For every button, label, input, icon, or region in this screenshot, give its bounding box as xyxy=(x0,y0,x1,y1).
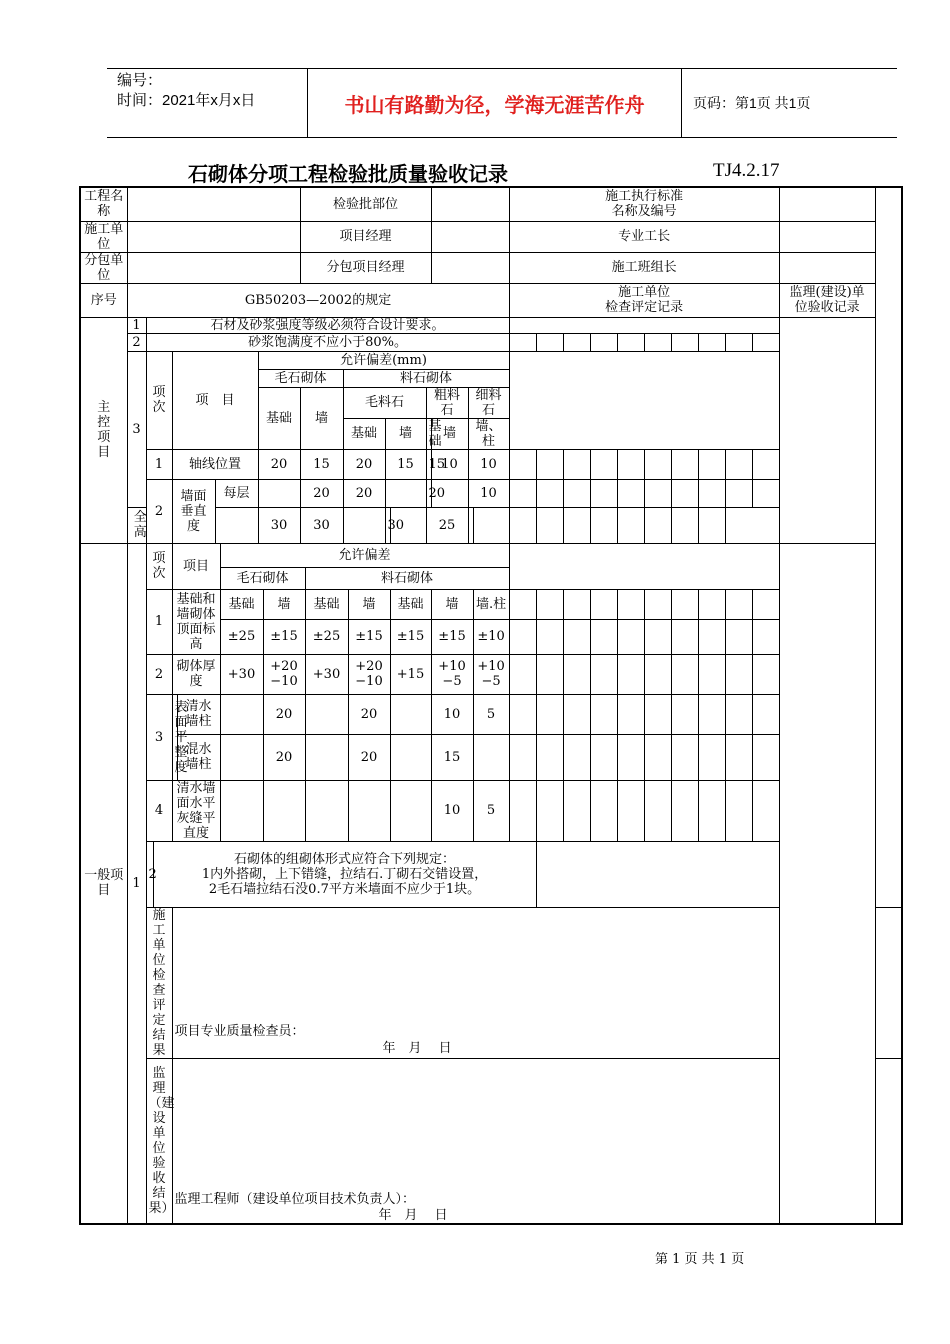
check-cell[interactable] xyxy=(536,841,875,907)
tolerance-value xyxy=(305,780,348,841)
inspection-form xyxy=(79,186,903,1225)
foreman-value[interactable] xyxy=(779,221,875,252)
label-standard: 施工执行标准 名称及编号 xyxy=(509,187,779,221)
sub-row-name: 混水墙柱 xyxy=(177,734,220,780)
supervisor-date: 年 月 日 xyxy=(378,1207,448,1223)
tolerance-value: 25 xyxy=(426,507,468,543)
tolerance-value: ±25 xyxy=(220,619,263,654)
check-cell[interactable] xyxy=(590,589,617,619)
item-no: 1 xyxy=(127,317,146,333)
check-cell[interactable] xyxy=(725,589,752,619)
tolerance-value: 10 xyxy=(468,449,509,479)
project-manager-value[interactable] xyxy=(431,221,509,252)
tolerance-value xyxy=(385,479,426,507)
tolerance-value: 15 xyxy=(385,449,426,479)
check-cell[interactable] xyxy=(617,694,644,734)
check-cell[interactable] xyxy=(563,619,590,654)
check-cell[interactable] xyxy=(671,734,698,780)
tolerance-value: ±15 xyxy=(348,619,390,654)
header-cell: 基础 xyxy=(390,589,431,619)
check-cell[interactable] xyxy=(473,507,509,543)
tolerance-value xyxy=(305,694,348,734)
check-cell[interactable] xyxy=(644,654,671,694)
check-cell[interactable] xyxy=(752,619,779,654)
row-name: 基础和墙砌体顶面标高 xyxy=(172,589,220,654)
row-no: 1 xyxy=(146,449,172,479)
row-name: 轴线位置 xyxy=(172,449,258,479)
col-item-no: 项 次 xyxy=(146,543,172,589)
item-text: 石材及砂浆强度等级必须符合设计要求。 xyxy=(146,317,509,333)
sub-manager-value[interactable] xyxy=(431,252,509,283)
check-cell[interactable] xyxy=(509,780,536,841)
tolerance-value: 5 xyxy=(473,694,509,734)
tolerance-value xyxy=(258,479,300,507)
check-cell[interactable] xyxy=(509,589,536,619)
tolerance-header: 允许偏差 xyxy=(220,543,509,567)
sub-row-name: 清水墙柱 xyxy=(177,694,220,734)
label-inspection-part: 检验批部位 xyxy=(300,187,431,221)
check-cell[interactable] xyxy=(644,333,671,351)
item-no: 2 xyxy=(127,333,146,351)
header-cell: 基础 xyxy=(220,589,263,619)
col-supervisor-record: 监理(建设)单 位验收记录 xyxy=(779,283,875,317)
col-item: 项 目 xyxy=(172,351,258,449)
supervisor-result-cell[interactable] xyxy=(172,1058,902,1224)
tolerance-value: +20 −10 xyxy=(263,654,305,694)
check-cell[interactable] xyxy=(509,734,536,780)
check-cell[interactable] xyxy=(536,780,563,841)
col-seq: 序号 xyxy=(80,283,127,317)
check-cell[interactable] xyxy=(590,333,617,351)
tolerance-value: ±25 xyxy=(305,619,348,654)
check-cell[interactable] xyxy=(644,479,671,507)
general-label: 一般项 目 xyxy=(80,543,127,1224)
check-cell[interactable] xyxy=(698,654,725,694)
check-cell[interactable] xyxy=(698,619,725,654)
check-cell[interactable] xyxy=(536,449,563,479)
check-cell[interactable] xyxy=(509,333,536,351)
h-rough-rubble: 毛料石 xyxy=(343,387,426,418)
check-cell[interactable] xyxy=(617,589,644,619)
tolerance-value: +10 −5 xyxy=(473,654,509,694)
check-cell[interactable] xyxy=(725,619,752,654)
contractor-result-cell[interactable] xyxy=(172,907,902,1058)
check-cell[interactable] xyxy=(671,694,698,734)
check-cell[interactable] xyxy=(698,449,725,479)
tolerance-value: ±15 xyxy=(431,619,473,654)
row-name: 清水墙面水平灰缝平直度 xyxy=(172,780,220,841)
h-coarse: 粗料石 xyxy=(426,387,468,418)
check-cell[interactable] xyxy=(617,734,644,780)
check-cell[interactable] xyxy=(644,780,671,841)
check-cell[interactable] xyxy=(509,507,536,543)
tolerance-value: 20 xyxy=(258,449,300,479)
team-leader-value[interactable] xyxy=(779,252,875,283)
item-no: 2 xyxy=(146,841,153,907)
form-code: TJ4.2.17 xyxy=(713,160,780,181)
label-subcontractor: 分包单位 xyxy=(80,252,127,283)
check-cell[interactable] xyxy=(671,333,698,351)
check-cell[interactable] xyxy=(752,734,779,780)
doc-number-label: 编号： xyxy=(117,72,163,89)
check-cell[interactable] xyxy=(563,654,590,694)
ashlar-header: 料石砌体 xyxy=(305,567,509,589)
tolerance-value: ±10 xyxy=(473,619,509,654)
check-cell[interactable] xyxy=(536,694,563,734)
check-cell[interactable] xyxy=(563,333,590,351)
check-cell[interactable] xyxy=(563,780,590,841)
label-sub-manager: 分包项目经理 xyxy=(300,252,431,283)
check-cell[interactable] xyxy=(671,479,698,507)
h-foundation: 基础 xyxy=(426,418,431,449)
header-cell: 基础 xyxy=(305,589,348,619)
supervisor-result-label: 监理（建设单位验 收结果） xyxy=(146,1058,172,1224)
label-foreman: 专业工长 xyxy=(509,221,779,252)
header-cell: 墙 xyxy=(263,589,305,619)
check-cell[interactable] xyxy=(644,507,671,543)
page-header xyxy=(107,68,897,138)
tolerance-value: 5 xyxy=(473,780,509,841)
supervisor-sign-label: 监理工程师（建设单位项目技术负责人）： xyxy=(174,1191,416,1207)
contractor-sign-label: 项目专业质量检查员： xyxy=(174,1023,305,1039)
tolerance-value xyxy=(220,780,263,841)
check-cell[interactable] xyxy=(509,654,536,694)
tolerance-value: 20 xyxy=(343,449,385,479)
row-name: 砌体厚度 xyxy=(172,654,220,694)
group-no: 1 xyxy=(127,543,146,1224)
check-cell[interactable] xyxy=(617,780,644,841)
tolerance-value: 10 xyxy=(431,780,473,841)
motto: 书山有路勤为径，学海无涯苦作舟 xyxy=(344,93,645,117)
check-cell[interactable] xyxy=(563,507,590,543)
tolerance-value: 30 xyxy=(300,507,343,543)
check-cell[interactable] xyxy=(509,317,779,333)
label-team-leader: 施工班组长 xyxy=(509,252,779,283)
subcontractor-value[interactable] xyxy=(127,252,300,283)
item-text: 砂浆饱满度不应小于80%。 xyxy=(146,333,509,351)
check-cell[interactable] xyxy=(644,694,671,734)
h-fine: 细料石 xyxy=(468,387,509,418)
label-project-name: 工程名称 xyxy=(80,187,127,221)
label-project-manager: 项目经理 xyxy=(300,221,431,252)
check-cell[interactable] xyxy=(590,507,617,543)
tolerance-value: 10 xyxy=(468,479,509,507)
label-contractor: 施工单位 xyxy=(80,221,127,252)
check-cell[interactable] xyxy=(752,694,779,734)
check-cell[interactable] xyxy=(617,479,644,507)
tolerance-value xyxy=(220,734,263,780)
sub-row-name: 每层 xyxy=(215,479,258,507)
tolerance-value: +30 xyxy=(220,654,263,694)
tolerance-value: 10 xyxy=(431,449,468,479)
check-cell[interactable] xyxy=(725,479,752,507)
check-cell[interactable] xyxy=(509,479,536,507)
check-cell[interactable] xyxy=(590,694,617,734)
tolerance-value xyxy=(220,694,263,734)
check-cell[interactable] xyxy=(698,333,725,351)
contractor-date: 年 月 日 xyxy=(382,1040,452,1056)
form-title: 石砌体分项工程检验批质量验收记录 xyxy=(188,162,508,186)
check-cell[interactable] xyxy=(671,589,698,619)
tolerance-value: +30 xyxy=(305,654,348,694)
tolerance-value: +15 xyxy=(390,654,431,694)
h-wall: 墙 xyxy=(300,387,343,449)
check-cell[interactable] xyxy=(590,654,617,694)
col-spec: GB50203—2002的规定 xyxy=(127,283,509,317)
tolerance-value: 20 xyxy=(263,694,305,734)
check-cell[interactable] xyxy=(698,734,725,780)
tolerance-value: 30 xyxy=(258,507,300,543)
check-cell[interactable] xyxy=(698,507,725,543)
row-no: 1 xyxy=(146,589,172,654)
check-cell[interactable] xyxy=(509,619,536,654)
check-cell[interactable] xyxy=(590,449,617,479)
tolerance-value xyxy=(263,780,305,841)
check-cell[interactable] xyxy=(725,734,752,780)
tolerance-value xyxy=(348,780,390,841)
tolerance-value: 20 xyxy=(263,734,305,780)
h-wall: 墙 xyxy=(431,418,468,449)
page-info: 页码：第1页 共1页 xyxy=(693,95,811,111)
check-cell[interactable] xyxy=(536,589,563,619)
check-cell[interactable] xyxy=(644,734,671,780)
tolerance-value: 20 xyxy=(426,479,431,507)
ashlar-header: 料石砌体 xyxy=(343,369,509,387)
row-name: 表面平整度 xyxy=(172,694,177,780)
item-no: 3 xyxy=(127,351,146,507)
check-cell[interactable] xyxy=(671,780,698,841)
tolerance-value xyxy=(215,507,258,543)
check-cell[interactable] xyxy=(644,449,671,479)
page-footer: 第 1 页 共 1 页 xyxy=(655,1252,745,1267)
sub-row-name: 全高 xyxy=(127,507,153,543)
col-contractor-record: 施工单位 检查评定记录 xyxy=(509,283,779,317)
tolerance-value xyxy=(390,694,431,734)
check-cell[interactable] xyxy=(725,780,752,841)
row-no: 2 xyxy=(146,479,172,543)
project-name-value[interactable] xyxy=(127,187,300,221)
divider xyxy=(681,69,682,137)
h-wall-col: 墙、柱 xyxy=(468,418,509,449)
check-cell[interactable] xyxy=(536,507,563,543)
check-cell[interactable] xyxy=(536,734,563,780)
check-cell[interactable] xyxy=(563,479,590,507)
check-cell[interactable] xyxy=(617,507,644,543)
tolerance-value xyxy=(343,507,385,543)
tolerance-value: 15 xyxy=(426,449,431,479)
check-cell[interactable] xyxy=(725,654,752,694)
check-cell[interactable] xyxy=(617,619,644,654)
doc-meta xyxy=(117,71,255,111)
check-cell[interactable] xyxy=(725,449,752,479)
check-cell[interactable] xyxy=(725,694,752,734)
check-cell[interactable] xyxy=(617,333,644,351)
row-no: 3 xyxy=(146,694,172,780)
col-item: 项目 xyxy=(172,543,220,589)
col-item-no: 项 次 xyxy=(146,351,172,449)
inspection-part-value[interactable] xyxy=(431,187,509,221)
check-cell[interactable] xyxy=(752,479,779,507)
check-cell[interactable] xyxy=(563,694,590,734)
check-cell[interactable] xyxy=(698,694,725,734)
check-cell[interactable] xyxy=(752,780,779,841)
contractor-value[interactable] xyxy=(127,221,300,252)
check-cell[interactable] xyxy=(752,449,779,479)
check-cell[interactable] xyxy=(509,351,779,449)
check-cell[interactable] xyxy=(536,479,563,507)
check-cell[interactable] xyxy=(752,589,779,619)
tolerance-value: ±15 xyxy=(390,619,431,654)
tolerance-value xyxy=(305,734,348,780)
tolerance-header: 允许偏差(mm) xyxy=(258,351,509,369)
check-cell[interactable] xyxy=(563,734,590,780)
tolerance-value: 30 xyxy=(385,507,390,543)
check-cell[interactable] xyxy=(509,694,536,734)
check-cell[interactable] xyxy=(536,333,563,351)
contractor-result-label: 施工单位检查评定 结果 xyxy=(146,907,172,1058)
header-cell: 墙 xyxy=(431,589,473,619)
row-no: 4 xyxy=(146,780,172,841)
check-cell[interactable] xyxy=(698,780,725,841)
tolerance-value: +10 −5 xyxy=(431,654,473,694)
check-cell[interactable] xyxy=(752,654,779,694)
check-cell[interactable] xyxy=(698,589,725,619)
row-name: 墙面垂直度 xyxy=(172,479,215,543)
check-cell[interactable] xyxy=(671,449,698,479)
check-cell[interactable] xyxy=(752,333,779,351)
row-no: 2 xyxy=(146,654,172,694)
main-control-label: 主 控 项 目 xyxy=(80,317,127,543)
rubble-header: 毛石砌体 xyxy=(258,369,343,387)
tolerance-value: 15 xyxy=(431,734,473,780)
check-cell[interactable] xyxy=(671,507,698,543)
tolerance-value xyxy=(473,734,509,780)
supervisor-main-cell[interactable] xyxy=(779,317,875,543)
check-cell[interactable] xyxy=(644,619,671,654)
check-cell[interactable] xyxy=(590,734,617,780)
check-cell[interactable] xyxy=(563,589,590,619)
tolerance-value: 20 xyxy=(300,479,343,507)
tolerance-value: 15 xyxy=(300,449,343,479)
tolerance-value xyxy=(390,780,431,841)
standard-value[interactable] xyxy=(779,187,875,221)
check-cell[interactable] xyxy=(536,619,563,654)
doc-time: 时间：2021年x月x日 xyxy=(117,92,256,109)
check-cell[interactable] xyxy=(563,449,590,479)
tolerance-value: 20 xyxy=(348,694,390,734)
check-cell[interactable] xyxy=(590,619,617,654)
check-cell[interactable] xyxy=(725,333,752,351)
h-foundation: 基础 xyxy=(258,387,300,449)
header-cell: 墙.柱 xyxy=(473,589,509,619)
h-wall: 墙 xyxy=(385,418,426,449)
check-cell[interactable] xyxy=(536,654,563,694)
check-cell[interactable] xyxy=(671,654,698,694)
tolerance-value: ±15 xyxy=(263,619,305,654)
check-cell[interactable] xyxy=(644,589,671,619)
tolerance-value: 10 xyxy=(431,694,473,734)
check-cell[interactable] xyxy=(509,543,779,589)
check-cell[interactable] xyxy=(509,449,536,479)
tolerance-value: 20 xyxy=(343,479,385,507)
tolerance-value: 20 xyxy=(348,734,390,780)
tolerance-value xyxy=(390,734,431,780)
rubble-header: 毛石砌体 xyxy=(220,567,305,589)
check-cell[interactable] xyxy=(590,780,617,841)
header-cell: 墙 xyxy=(348,589,390,619)
h-foundation: 基础 xyxy=(343,418,385,449)
check-cell[interactable] xyxy=(617,449,644,479)
check-cell[interactable] xyxy=(671,619,698,654)
check-cell[interactable] xyxy=(617,654,644,694)
tolerance-value: +20 −10 xyxy=(348,654,390,694)
item-text: 石砌体的组砌体形式应符合下列规定： 1内外搭砌，上下错缝，拉结石.丁砌石交错设置， 2毛石墙拉结石没0.7平方米墙面不应少于1块。 xyxy=(153,841,536,907)
check-cell[interactable] xyxy=(698,479,725,507)
check-cell[interactable] xyxy=(590,479,617,507)
